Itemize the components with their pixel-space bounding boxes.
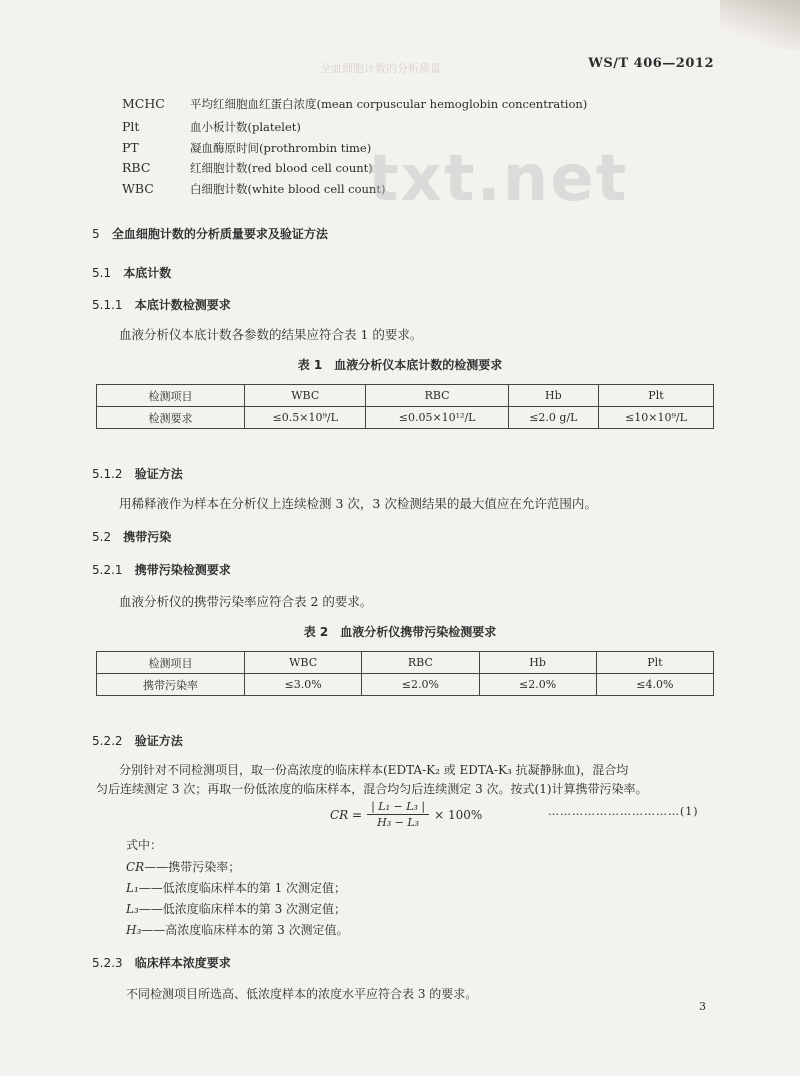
section-title: 本底计数 [123, 266, 172, 280]
section-number: 5 [92, 227, 100, 241]
abbreviation-row [122, 96, 587, 112]
paragraph: 血液分析仪本底计数各参数的结果应符合表 1 的要求。 [119, 327, 423, 342]
section-title: 本底计数检测要求 [134, 298, 231, 312]
table-cell: 携带污染率 [97, 674, 245, 696]
formula-lhs: CR = [330, 807, 363, 822]
table-header-cell: RBC [366, 385, 508, 407]
table-header-cell: Plt [596, 652, 713, 674]
abbreviation-row [122, 181, 385, 197]
where-text: ——高浓度临床样本的第 3 次测定值。 [141, 923, 349, 937]
table-row [97, 407, 714, 429]
paragraph: 用稀释液作为样本在分析仪上连续检测 3 次，3 次检测结果的最大值应在允许范围内。 [119, 496, 597, 511]
abbreviation-row [122, 140, 371, 156]
section-title: 验证方法 [134, 467, 183, 481]
where-text: ——低浓度临床样本的第 1 次测定值； [138, 881, 347, 895]
abbreviation-definition: 白细胞计数(white blood cell count) [190, 182, 386, 196]
table-header-cell: 检测项目 [97, 652, 245, 674]
abbreviation-definition: 平均红细胞血红蛋白浓度(mean corpuscular hemoglobin concentration) [190, 97, 588, 111]
table-header-cell: WBC [245, 652, 362, 674]
section-heading [92, 561, 231, 578]
abbreviation-code: MCHC [122, 96, 165, 111]
table2-caption: 表 2 血液分析仪携带污染检测要求 [303, 625, 497, 639]
abbreviation-row [122, 119, 301, 135]
table-cell: 检测要求 [97, 407, 245, 429]
where-item [126, 879, 346, 896]
formula-fraction [367, 800, 429, 829]
abbreviation-definition: 凝血酶原时间(prothrombin time) [190, 141, 372, 155]
table1-caption: 表 1 血液分析仪本底计数的检测要求 [297, 358, 503, 372]
section-title: 携带污染 [123, 530, 172, 544]
table-header-cell: 检测项目 [97, 385, 245, 407]
section-number: 5.2.1 [92, 563, 123, 577]
where-symbol: H₃ [126, 923, 142, 937]
table-cell: ≤2.0% [362, 674, 479, 696]
section-number: 5.1 [92, 266, 112, 280]
watermark: txt.net [368, 142, 629, 216]
table-row [97, 674, 714, 696]
table2 [96, 651, 714, 696]
paragraph: 分别针对不同检测项目，取一份高浓度的临床样本(EDTA-K₂ 或 EDTA-K₃ 抗凝静脉血)，混合均 [119, 763, 629, 777]
table-cell: ≤2.0% [479, 674, 596, 696]
abbreviation-definition: 红细胞计数(red blood cell count) [190, 161, 373, 175]
section-number: 5.1.2 [92, 467, 123, 481]
section-number: 5.2.3 [92, 956, 123, 970]
paragraph: 不同检测项目所选高、低浓度样本的浓度水平应符合表 3 的要求。 [126, 987, 478, 1001]
paragraph: 匀后连续测定 3 次；再取一份低浓度的临床样本，混合均匀后连续测定 3 次。按式(1)计算携带污染率。 [96, 782, 648, 796]
table-header-cell: Hb [508, 385, 598, 407]
page-number: 3 [699, 1000, 706, 1013]
section-heading [92, 264, 171, 281]
section-heading [92, 225, 328, 242]
formula-numerator: | L₁ − L₃ | [367, 800, 429, 815]
section-heading [92, 296, 231, 313]
abbreviation-code: Plt [122, 119, 140, 134]
section-number: 5.1.1 [92, 298, 123, 312]
paragraph: 血液分析仪的携带污染率应符合表 2 的要求。 [119, 594, 373, 609]
abbreviation-code: PT [122, 140, 139, 155]
scan-shadow [720, 0, 800, 50]
table-header-cell: RBC [362, 652, 479, 674]
section-number: 5.2.2 [92, 734, 123, 748]
section-title: 临床样本浓度要求 [134, 956, 231, 970]
table-cell: ≤3.0% [245, 674, 362, 696]
formula [330, 800, 482, 829]
where-symbol: L₃ [126, 902, 139, 916]
table-row [97, 385, 714, 407]
where-text: ——低浓度临床样本的第 3 次测定值； [138, 902, 347, 916]
faded-header-text: 全血细胞计数的分析质量 [320, 62, 441, 75]
abbreviation-row [122, 160, 373, 176]
section-heading [92, 465, 183, 482]
section-heading [92, 732, 183, 749]
section-title: 验证方法 [134, 734, 183, 748]
where-item [126, 921, 349, 938]
formula-denominator: H₃ − L₃ [377, 816, 420, 829]
table-header-cell: WBC [245, 385, 366, 407]
where-intro: 式中： [126, 838, 163, 852]
table-cell: ≤2.0 g/L [508, 407, 598, 429]
section-heading [92, 528, 171, 545]
abbreviation-code: WBC [122, 181, 154, 196]
where-symbol: CR [126, 860, 145, 874]
table-header-cell: Hb [479, 652, 596, 674]
formula-tail: × 100% [434, 807, 483, 822]
where-symbol: L₁ [126, 881, 139, 895]
section-title: 全血细胞计数的分析质量要求及验证方法 [111, 227, 328, 241]
where-item [126, 900, 346, 917]
table-header-cell: Plt [598, 385, 713, 407]
section-heading [92, 954, 231, 971]
abbreviation-definition: 血小板计数(platelet) [190, 120, 301, 134]
abbreviation-code: RBC [122, 160, 151, 175]
table-cell: ≤0.5×10⁹/L [245, 407, 366, 429]
table-row [97, 652, 714, 674]
where-item [126, 858, 240, 875]
equation-number: ……………………………(1) [548, 805, 699, 818]
section-number: 5.2 [92, 530, 112, 544]
standard-code: WS/T 406—2012 [588, 56, 714, 71]
table-cell: ≤10×10⁹/L [598, 407, 713, 429]
section-title: 携带污染检测要求 [134, 563, 231, 577]
table1 [96, 384, 714, 429]
where-text: ——携带污染率； [144, 860, 241, 874]
table-cell: ≤4.0% [596, 674, 713, 696]
table-cell: ≤0.05×10¹²/L [366, 407, 508, 429]
